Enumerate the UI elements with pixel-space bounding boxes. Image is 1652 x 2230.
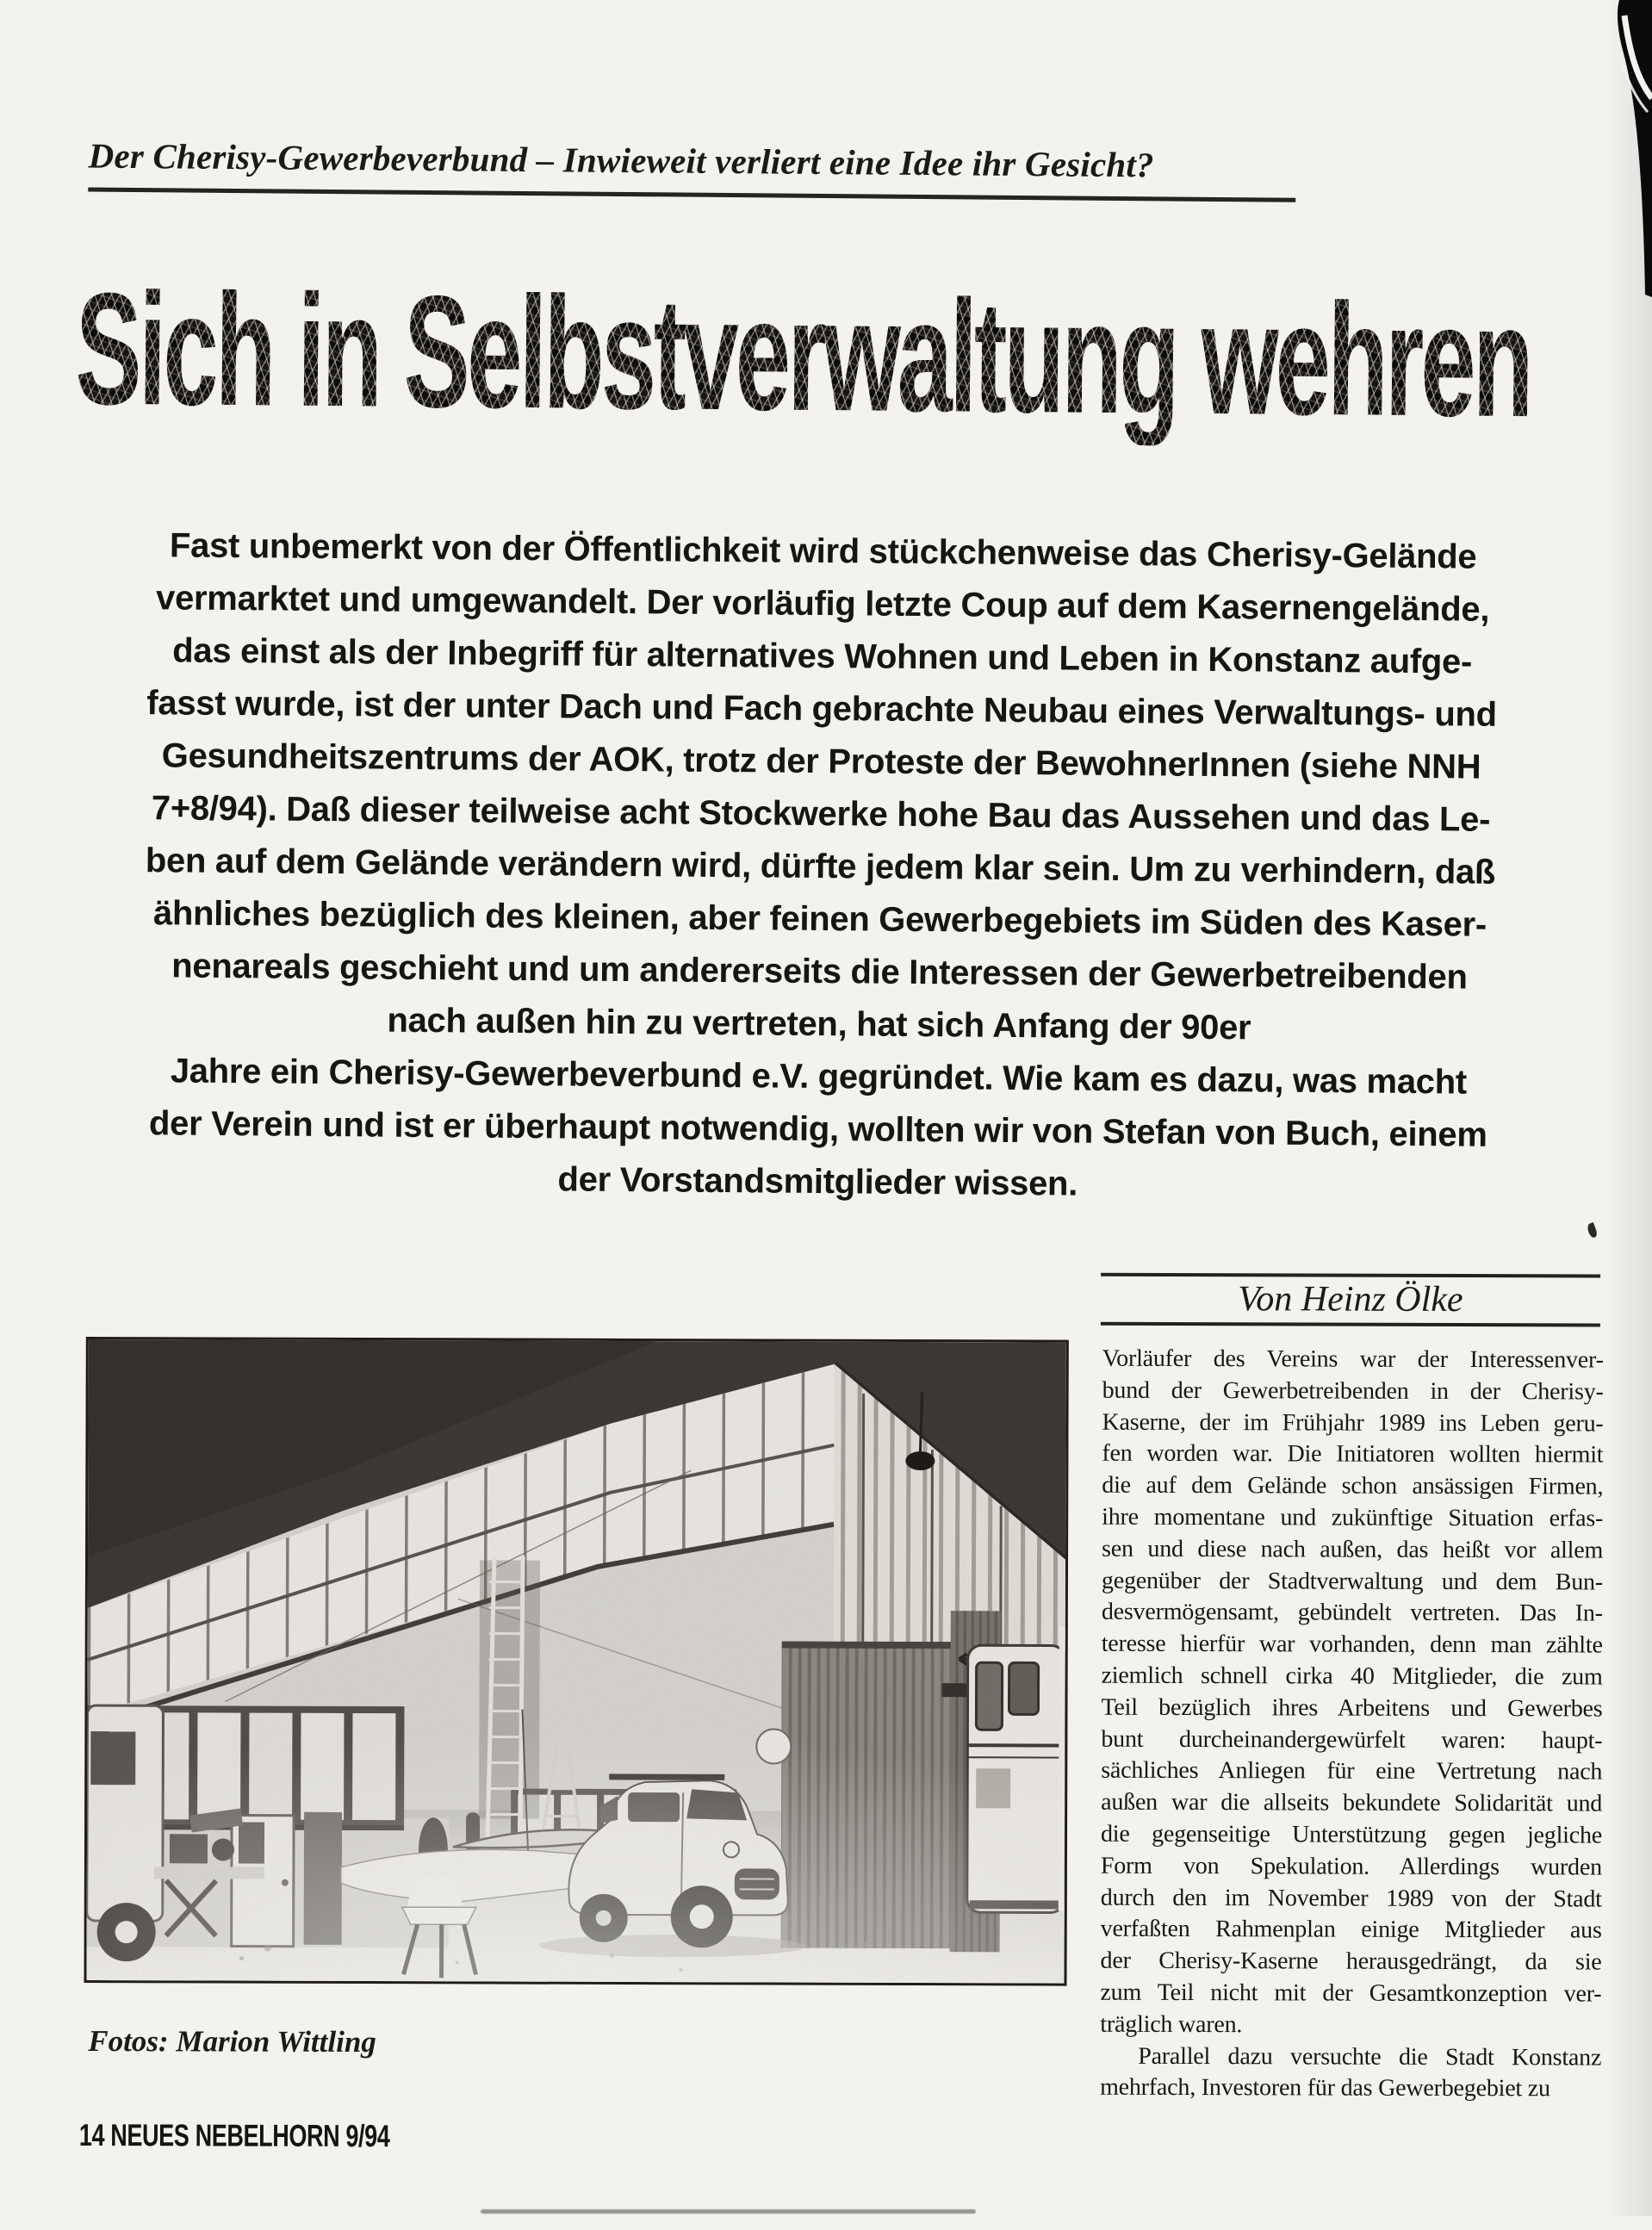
byline-box — [1101, 1273, 1600, 1327]
byline: Von Heinz Ölke — [1101, 1277, 1600, 1324]
article-column — [1100, 1344, 1604, 2106]
lead-paragraph: Fast unbemerkt von der Öffentlichkeit wird stückchenweise das Cherisy-Gelände vermarktet und umgewandelt. Der vorläufig letzte Coup auf dem Kasernengelände, das einst als der Inbegriff für alternatives Wohnen und Leben in Konstanz aufge- fasst wurde, ist der unter Dach und Fach gebrachte Neubau eines Verwaltungs- und Gesundheitszentrums der AOK, trotz der Proteste der BewohnerInnen (siehe NNH 7+8/94). Daß dieser teilweise acht Stockwerke hohe Bau das Aussehen und das Le- ben auf dem Gelände verändern wird, dürfte jedem klar sein. Um zu verhindern, daß ähnliches bezüglich des kleinen, aber feinen Gewerbegebiets im Süden des Kaser- nenareals geschieht und um andererseits die Interessen der Gewerbetreibenden nach außen hin zu vertreten, hat sich Anfang der 90er Jahre ein Cherisy-Gewerbeverbund e.V. gegründet. Wie kam es dazu, was macht der Verein und ist er überhaupt notwendig, wollten wir von Stefan von Buch, einem der Vorstandsmitglieder wissen. — [72, 519, 1568, 1214]
scan-bottom-line — [481, 2209, 976, 2214]
kicker-line: Der Cherisy-Gewerbeverbund – Inwieweit verliert eine Idee ihr Gesicht? — [88, 135, 1296, 202]
article-headline: Sich in Selbstverwaltung wehren — [75, 272, 1531, 449]
article-paragraph-2: Parallel dazu versuchte die Stadt Konstanz mehrfach, Investoren für das Gewerbegebiet zu — [1100, 2041, 1601, 2105]
byline-rule-bottom — [1101, 1322, 1600, 1327]
page-footer: 14 NEUES NEBELHORN 9/94 — [79, 2117, 390, 2154]
scan-edge-shade — [1607, 0, 1652, 2216]
article-paragraph-1: Vorläufer des Vereins war der Interessenver- bund der Gewerbetreibenden in der Cherisy- Kaserne, der im Frühjahr 1989 ins Leben geru- fen worden war. Die Initiatoren wollten hiermit die auf dem Gelände schon ansässigen Firmen, ihre momentane und zukünftige Situation erfas- sen und diese nach außen, das heißt vor allem gegenüber der Stadtverwaltung und dem Bun- desvermögensamt, gebündelt vertreten. Das In- teresse hierfür war vorhanden, denn man zählte ziemlich schnell cirka 40 Mitglieder, die zum Teil bezüglich ihres Arbeitens und Gewerbes bunt durcheinandergewürfelt waren: haupt- sächliches Anliegen für eine Vertretung nach außen war die allseits bekundete Solidarität und die gegenseitige Unterstützung gegen jegliche Form von Spekulation. Allerdings wurden durch den im November 1989 von der Stadt verfaßten Rahmenplan einige Mitglieder aus der Cherisy-Kaserne herausgedrängt, da sie zum Teil nicht mit der Gesamtkonzeption ver- träglich waren. — [1100, 1344, 1604, 2042]
article-photo — [84, 1337, 1068, 1986]
photo-credit: Fotos: Marion Wittling — [88, 2024, 376, 2059]
scan-corner-artifact — [1609, 0, 1652, 297]
